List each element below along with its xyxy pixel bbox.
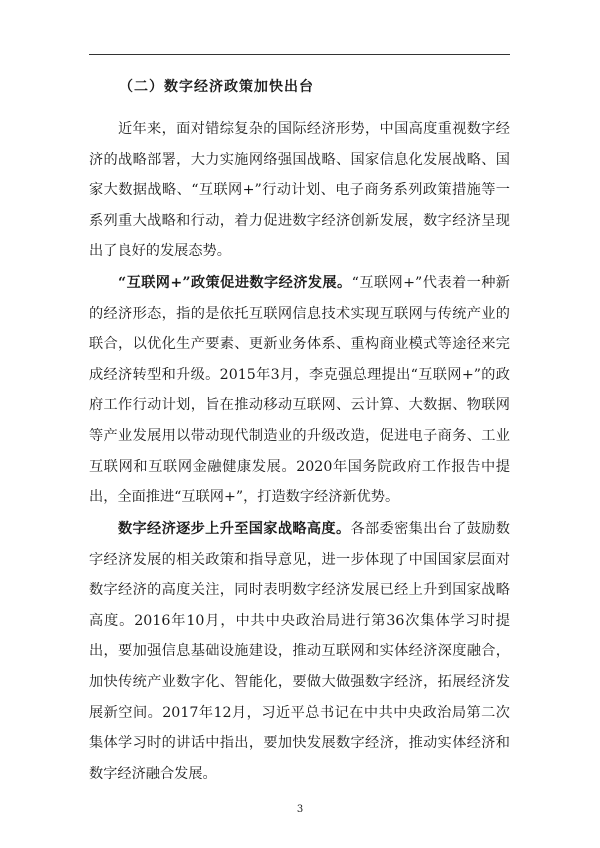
paragraph-lead: “互联网+”政策促进数字经济发展。 — [118, 275, 352, 291]
section-heading: （二）数字经济政策加快出台 — [119, 79, 314, 95]
paragraph-text: 近年来，面对错综复杂的国际经济形势，中国高度重视数字经济的战略部署，大力实施网络强国战略、国家信息化发展战略、国家大数据战略、“互联网+”行动计划、电子商务系列政策措施等一系列重大战略和行动，着力促进数字经济创新发展，数字经济呈现出了良好的发展态势。 — [89, 121, 510, 260]
header-rule — [89, 54, 510, 55]
paragraph-text: 各部委密集出台了鼓励数字经济发展的相关政策和指导意见，进一步体现了中国国家层面对数字经济的高度关注，同时表明数字经济发展已经上升到国家战略高度。2016年10月，中共中央政治局进行第36次集体学习时提出，要加强信息基础设施建设，推动互联网和实体经济深度融合，加快传统产业数字化、智能化，要做大做强数字经济，拓展经济发展新空间。2017年12月，习近平总书记在中共中央政治局第二次集体学习时的讲话中指出，要加快发展数字经济，推动实体经济和数字经济融合发展。 — [89, 521, 510, 782]
paragraph-national-strategy — [89, 514, 510, 789]
paragraph-text: “互联网+”代表着一种新的经济形态，指的是依托互联网信息技术实现互联网与传统产业的联合，以优化生产要素、更新业务体系、重构商业模式等途径来完成经济转型和升级。2015年3月，李克强总理提出“互联网+”的政府工作行动计划，旨在推动移动互联网、云计算、大数据、物联网等产业发展用以带动现代制造业的升级改造，促进电子商务、工业互联网和互联网金融健康发展。2020年国务院政府工作报告中提出，全面推进“互联网+”，打造数字经济新优势。 — [89, 275, 510, 506]
page-number: 3 — [296, 804, 304, 815]
paragraph-lead: 数字经济逐步上升至国家战略高度。 — [118, 521, 351, 537]
paragraph-intro — [89, 114, 510, 267]
paragraph-internet-plus — [89, 268, 510, 513]
